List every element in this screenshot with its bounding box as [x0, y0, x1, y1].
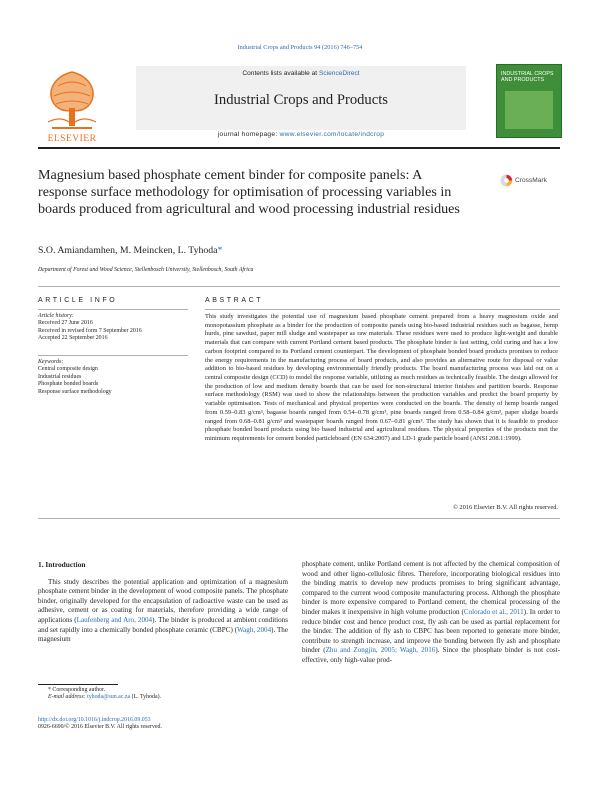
- history-accepted: Accepted 22 September 2016: [38, 335, 108, 342]
- history-revised: Received in revised form 7 September 2016: [38, 327, 142, 334]
- masthead-banner: [136, 66, 466, 130]
- crossmark-badge[interactable]: [500, 172, 556, 192]
- journal-title: Industrial Crops and Products: [214, 92, 388, 108]
- corresponding-author-mark[interactable]: *: [217, 245, 223, 256]
- body-column-right: [302, 560, 560, 666]
- history-received: Received 27 June 2016: [38, 320, 93, 327]
- journal-reference[interactable]: Industrial Crops and Products 94 (2016) 746–754: [237, 44, 363, 51]
- author-names[interactable]: S.O. Amiandamhen, M. Meincken, L. Tyhoda: [38, 245, 218, 256]
- doi-link[interactable]: http://dx.doi.org/10.1016/j.indcrop.2016.09.053: [38, 717, 151, 723]
- affiliation: Department of Forest and Wood Science, Stellenbosch University, Stellenbosch, South Africa: [38, 267, 254, 273]
- citation-link[interactable]: Zhu and Zongjin, 2005; Wagh, 2016: [325, 646, 436, 655]
- body-divider: [38, 518, 560, 519]
- sciencedirect-link[interactable]: ScienceDirect: [318, 70, 360, 77]
- publisher-name: ELSEVIER: [47, 134, 97, 144]
- text-run: ). Since the phosphate binder is not cost-effective, only high-value prod-: [302, 646, 560, 664]
- abstract-copyright: © 2016 Elsevier B.V. All rights reserved.: [452, 504, 558, 511]
- intro-paragraph: [38, 578, 288, 645]
- header-divider: [38, 286, 560, 287]
- crossmark-label: CrossMark: [515, 177, 547, 184]
- journal-cover-thumbnail[interactable]: [496, 64, 562, 138]
- article-history: [38, 313, 188, 343]
- article-info-heading: ARTICLE INFO: [38, 297, 118, 304]
- homepage-link[interactable]: www.elsevier.com/locate/indcrop: [279, 131, 385, 138]
- issn-line: 0926-6690/© 2016 Elsevier B.V. All rights reserved.: [38, 724, 162, 731]
- abstract-paragraph: This study investigates the potential use of magnesium based phosphate cement prepared from a heavy magnesium oxide and monopotassium phosphate as a binder for the production of composite panels using bio-based industrial residues such as bagasse, hemp hurds, pine sawdust, paper mill sludge and wastepaper as raw materials. These residues were used to produce light-weight and durable materials that can compare with current Portland cement based products. The phosphate binder is fast setting, cold curing and has a low carbon footprint compared to its Portland cement counterpart. The development of phosphate bonded board products promises to reduce the energy requirements in the manufacturing process of board products, and also provides an alternative route for disposal or value addition to bio-based residues by developing environmentally friendly products. The board manufacturing process was laid out on a central composite design (CCD) to model the response variable, utilizing as much residues as technically feasible. The design allowed for the production of low and medium density boards that can be used for non-structural interior finishes and partition boards. Response surface methodology (RSM) was used to show the relationships between the production variables and predict the board property by variable optimisation. Tests of mechanical and physical properties were conducted on the boards. The density of hemp boards ranged from 0.59–0.83 g/cm³, bagasse boards ranged from 0.54–0.78 g/cm³, pine boards ranged from 0.58–0.84 g/cm³, paper sludge boards ranged from 0.68–0.81 g/cm³ and wastepaper boards ranged from 0.67–0.81 g/cm³. The study has shown that it is feasible to produce phosphate bonded board products using bio based industrial and agricultural residues. The physical properties of the products met the minimum requirements for cement bonded particleboard (EN 634:2007) and LD-1 grade particle board (ANSI 208.1:1999).: [205, 313, 558, 443]
- contents-prefix: Contents lists available at: [242, 70, 319, 77]
- text-run: ). The magnesium: [38, 625, 289, 644]
- cover-title: INDUSTRIAL CROPS AND PRODUCTS: [501, 71, 554, 83]
- text-run: This study describes the potential application and optimization of a magnesium phosphate cement binder in the development of wood composite panels. The phosphate binder, originally developed for the encapsulation of radioactive waste can be used as adhesive, cement or as coating for materials, therefore providing a wide range of applications (: [38, 577, 288, 624]
- keyword-item: Industrial residues: [38, 373, 82, 380]
- abstract-body: [205, 313, 558, 444]
- citation-link[interactable]: Colorado et al., 2011: [463, 607, 524, 616]
- homepage-prefix: journal homepage:: [217, 131, 280, 138]
- article-title: Magnesium based phosphate cement binder for composite panels: A response surface methodology for optimisation of processing variables in boards produced from agricultural and wood processing industrial residues: [38, 167, 460, 218]
- text-run: phosphate cement, unlike Portland cement is not affected by the chemical composition of wood and other ligno-cellulosic fibres. Therefore, incorporating biological residues into the binding matrix to develop new products promises to bring significant advantage, compared to the current wood composite manufacturing process. Although the phosphate binder is more expensive compared to Portland cement, the chemical processing of the binder makes it inexpensive in high volume production (: [302, 560, 560, 616]
- crossmark-icon: [500, 174, 513, 187]
- citation-link[interactable]: Wagh, 2004: [237, 625, 272, 634]
- email-line: [38, 694, 288, 701]
- email-suffix: (L. Tyhoda).: [130, 694, 161, 701]
- cover-image: [505, 91, 553, 129]
- masthead-divider: [38, 147, 560, 149]
- doi-block: [38, 717, 288, 732]
- intro-paragraph-continued: [302, 560, 560, 666]
- text-run: ). The binder is produced at ambient conditions and set rapidly into a chemically bonded phosphate ceramic (CBPC) (: [38, 615, 288, 634]
- email-label: E-mail address:: [48, 694, 88, 701]
- footnote-divider: [38, 684, 118, 685]
- keyword-item: Central composite design: [38, 366, 98, 373]
- keywords-label: Keywords:: [38, 359, 64, 365]
- keyword-item: Response surface methodology: [38, 388, 112, 395]
- keywords: [38, 359, 188, 396]
- keywords-divider: [38, 355, 188, 356]
- article-info-divider: [38, 309, 188, 310]
- history-label: Article history:: [38, 313, 74, 319]
- body-column-left: [38, 560, 288, 645]
- citation-link[interactable]: Laufenberg and Aro, 2004: [76, 615, 153, 624]
- journal-masthead: [38, 64, 560, 150]
- homepage-line: [136, 131, 466, 138]
- keyword-item: Phosphate bonded boards: [38, 381, 99, 388]
- contents-line: [136, 70, 466, 77]
- section-heading: 1. Introduction: [38, 560, 86, 569]
- footnote: [38, 687, 288, 702]
- text-run: ). In order to reduce binder cost and hence product cost, fly ash can be used as partial replacement for the binder. The addition of fly ash to CBPC has been reported to generate more binder, contribute to strength increase, and improve the bonding between fly ash and phosphate binder (: [302, 607, 560, 655]
- email-link[interactable]: tyhoda@sun.ac.za: [87, 694, 131, 701]
- author-list: [38, 245, 222, 256]
- corresponding-author-note: * Corresponding author.: [48, 687, 106, 693]
- elsevier-tree-icon: [38, 66, 106, 134]
- abstract-heading: ABSTRACT: [205, 297, 264, 304]
- abstract-divider: [205, 309, 560, 310]
